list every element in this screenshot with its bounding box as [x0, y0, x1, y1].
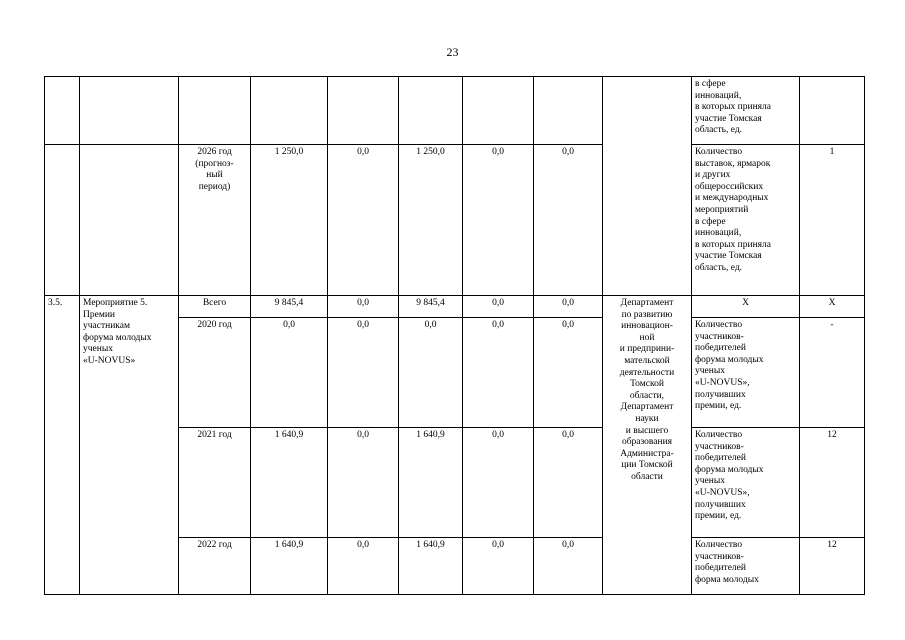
indicator-cell: Количество выставок, ярмарок и других общероссийских и международных мероприятий в сфере инноваций, в которых приняла участие Томская область, ед.	[692, 145, 800, 296]
local-cell: 0,0	[463, 538, 534, 595]
measure-name: Мероприятие 5. Премии участникам форума молодых ученых «U-NOVUS»	[80, 296, 179, 595]
indicator-value-cell: 1	[800, 145, 865, 296]
local-cell	[463, 77, 534, 145]
table-row	[45, 145, 865, 296]
name-cell	[80, 77, 179, 145]
extra-cell: 0,0	[534, 145, 603, 296]
program-table	[44, 76, 865, 595]
regional-cell: 1 640,9	[399, 428, 463, 538]
extra-cell: 0,0	[534, 428, 603, 538]
year-cell: 2021 год	[179, 428, 251, 538]
indicator-cell: Количество участников- победителей форума молодых ученых «U-NOVUS», получивших премии, ед.	[692, 318, 800, 428]
executor-cell: Департамент по развитию инновацион- ной и предприни- мательской деятельности Томской области, Департамент науки и высшего образования Администра- ции Томской области	[603, 296, 692, 595]
indicator-value-cell: 12	[800, 538, 865, 595]
federal-cell: 0,0	[328, 145, 399, 296]
year-cell: 2022 год	[179, 538, 251, 595]
name-cell	[80, 145, 179, 296]
number-cell	[45, 145, 80, 296]
measure-number: 3.5.	[45, 296, 80, 595]
extra-cell: 0,0	[534, 318, 603, 428]
table-row	[45, 296, 865, 318]
year-cell: Всего	[179, 296, 251, 318]
regional-cell: 1 640,9	[399, 538, 463, 595]
table-row	[45, 77, 865, 145]
total-cell: 1 640,9	[251, 538, 328, 595]
year-cell: 2026 год (прогноз- ный период)	[179, 145, 251, 296]
extra-cell: 0,0	[534, 296, 603, 318]
indicator-cell: Количество участников- победителей форума молодых ученых «U-NOVUS», получивших премии, ед.	[692, 428, 800, 538]
local-cell: 0,0	[463, 318, 534, 428]
total-cell: 0,0	[251, 318, 328, 428]
regional-cell: 9 845,4	[399, 296, 463, 318]
federal-cell	[328, 77, 399, 145]
local-cell: 0,0	[463, 296, 534, 318]
extra-cell: 0,0	[534, 538, 603, 595]
federal-cell: 0,0	[328, 296, 399, 318]
total-cell: 9 845,4	[251, 296, 328, 318]
number-cell	[45, 77, 80, 145]
page-number: 23	[446, 45, 459, 59]
indicator-cell: Х	[692, 296, 800, 318]
local-cell: 0,0	[463, 428, 534, 538]
regional-cell	[399, 77, 463, 145]
indicator-value-cell	[800, 77, 865, 145]
federal-cell: 0,0	[328, 428, 399, 538]
total-cell: 1 250,0	[251, 145, 328, 296]
year-cell	[179, 77, 251, 145]
year-cell: 2020 год	[179, 318, 251, 428]
extra-cell	[534, 77, 603, 145]
indicator-value-cell: Х	[800, 296, 865, 318]
total-cell: 1 640,9	[251, 428, 328, 538]
federal-cell: 0,0	[328, 538, 399, 595]
indicator-value-cell: 12	[800, 428, 865, 538]
local-cell: 0,0	[463, 145, 534, 296]
federal-cell: 0,0	[328, 318, 399, 428]
executor-cell	[603, 77, 692, 296]
total-cell	[251, 77, 328, 145]
regional-cell: 0,0	[399, 318, 463, 428]
indicator-cell: в сфере инноваций, в которых приняла участие Томская область, ед.	[692, 77, 800, 145]
indicator-value-cell: -	[800, 318, 865, 428]
indicator-cell: Количество участников- победителей форма молодых	[692, 538, 800, 595]
regional-cell: 1 250,0	[399, 145, 463, 296]
